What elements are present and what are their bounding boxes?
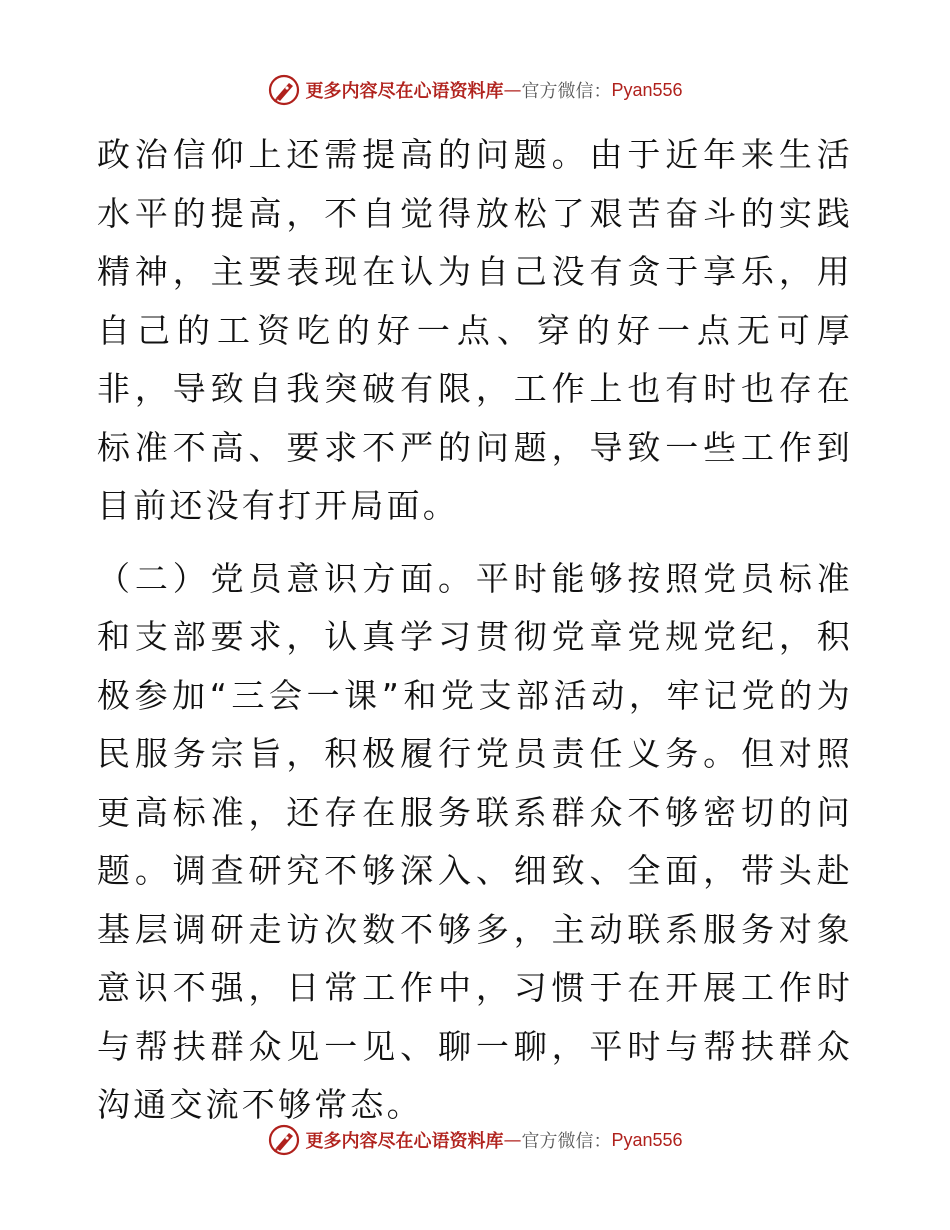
paragraph-2: （二）党员意识方面。平时能够按照党员标准和支部要求，认真学习贯彻党章党规党纪，积极参加“三会一课”和党支部活动，牢记党的为民服务宗旨，积极履行党员责任义务。但对照更高标准，还存在服务联系群众不够密切的问题。调查研究不够深入、细致、全面，带头赴基层调研走访次数不够多，主动联系服务对象意识不强，日常工作中，习惯于在开展工作时与帮扶群众见一见、聊一聊，平时与帮扶群众沟通交流不够常态。	[97, 558, 853, 1124]
document-body	[97, 126, 853, 1135]
paragraph-1: 政治信仰上还需提高的问题。由于近年来生活水平的提高，不自觉得放松了艰苦奋斗的实践精神，主要表现在认为自己没有贪于享乐，用自己的工资吃的好一点、穿的好一点无可厚非，导致自我突破有限，工作上也有时也存在标准不高、要求不严的问题，导致一些工作到目前还没有打开局面。	[97, 135, 853, 525]
footer-separator: —	[503, 1129, 522, 1151]
pen-nib-logo-icon	[267, 73, 301, 107]
footer-brand-text: 更多内容尽在心语资料库	[305, 1131, 504, 1152]
banner-separator: —	[503, 79, 522, 101]
banner-contact-label: 官方微信：	[521, 81, 612, 102]
footer-banner	[0, 1120, 950, 1160]
banner-brand-text: 更多内容尽在心语资料库	[305, 81, 504, 102]
pen-nib-logo-icon	[267, 1123, 301, 1157]
footer-contact-label: 官方微信：	[521, 1131, 612, 1152]
banner-contact-id: Pyan556	[611, 79, 683, 100]
footer-contact-id: Pyan556	[611, 1129, 683, 1150]
header-banner	[0, 70, 950, 110]
